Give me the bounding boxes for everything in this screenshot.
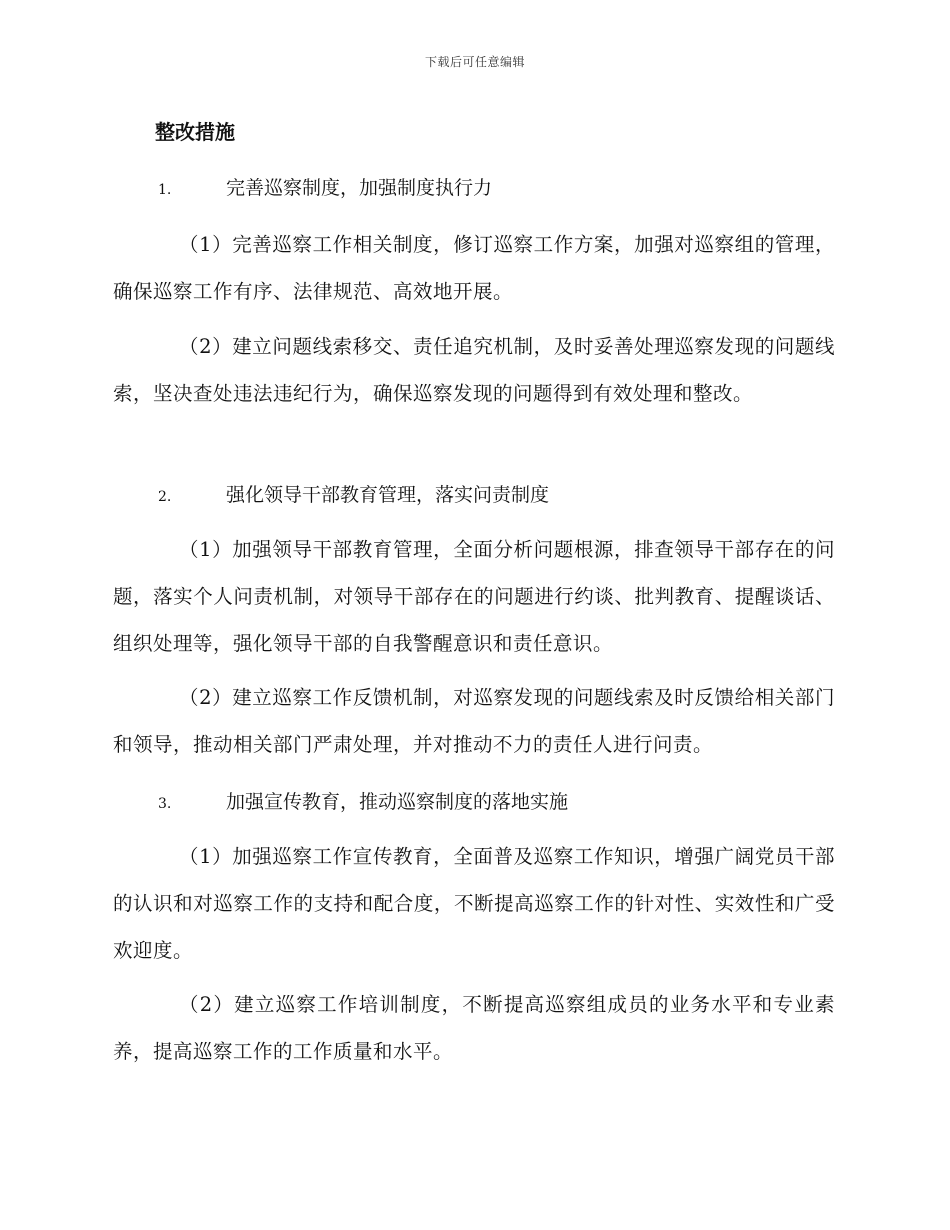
section-heading-text: 加强宣传教育，推动巡察制度的落地实施 [226, 791, 569, 813]
section-number: 2. [158, 489, 172, 505]
paragraph: （2）建立问题线索移交、责任追究机制，及时妥善处理巡察发现的问题线索，坚决查处违法违纪行为，确保巡察发现的问题得到有效处理和整改。 [113, 335, 835, 405]
section-heading-3 [158, 787, 568, 814]
paragraph: （2）建立巡察工作反馈机制，对巡察发现的问题线索及时反馈给相关部门和领导，推动相关部门严肃处理，并对推动不力的责任人进行问责。 [113, 686, 835, 756]
document-title: 整改措施 [155, 120, 235, 144]
paragraph: （1）完善巡察工作相关制度，修订巡察工作方案，加强对巡察组的管理，确保巡察工作有序、法律规范、高效地开展。 [113, 233, 835, 303]
paragraph: （1）加强领导干部教育管理，全面分析问题根源，排查领导干部存在的问题，落实个人问责机制，对领导干部存在的问题进行约谈、批判教育、提醒谈话、组织处理等，强化领导干部的自我警醒意识和责任意识。 [113, 538, 835, 655]
section-heading-text: 完善巡察制度，加强制度执行力 [226, 177, 493, 199]
section-number: 3. [158, 796, 172, 812]
page-header: 下载后可任意编辑 [424, 55, 525, 69]
section-number: 1. [158, 182, 172, 198]
paragraph: （1）加强巡察工作宣传教育，全面普及巡察工作知识，增强广阔党员干部的认识和对巡察工作的支持和配合度，不断提高巡察工作的针对性、实效性和广受欢迎度。 [113, 845, 835, 962]
section-heading-1 [158, 173, 492, 200]
section-heading-text: 强化领导干部教育管理，落实问责制度 [226, 484, 550, 506]
paragraph: （2）建立巡察工作培训制度，不断提高巡察组成员的业务水平和专业素养，提高巡察工作的工作质量和水平。 [113, 993, 835, 1063]
section-heading-2 [158, 480, 549, 507]
